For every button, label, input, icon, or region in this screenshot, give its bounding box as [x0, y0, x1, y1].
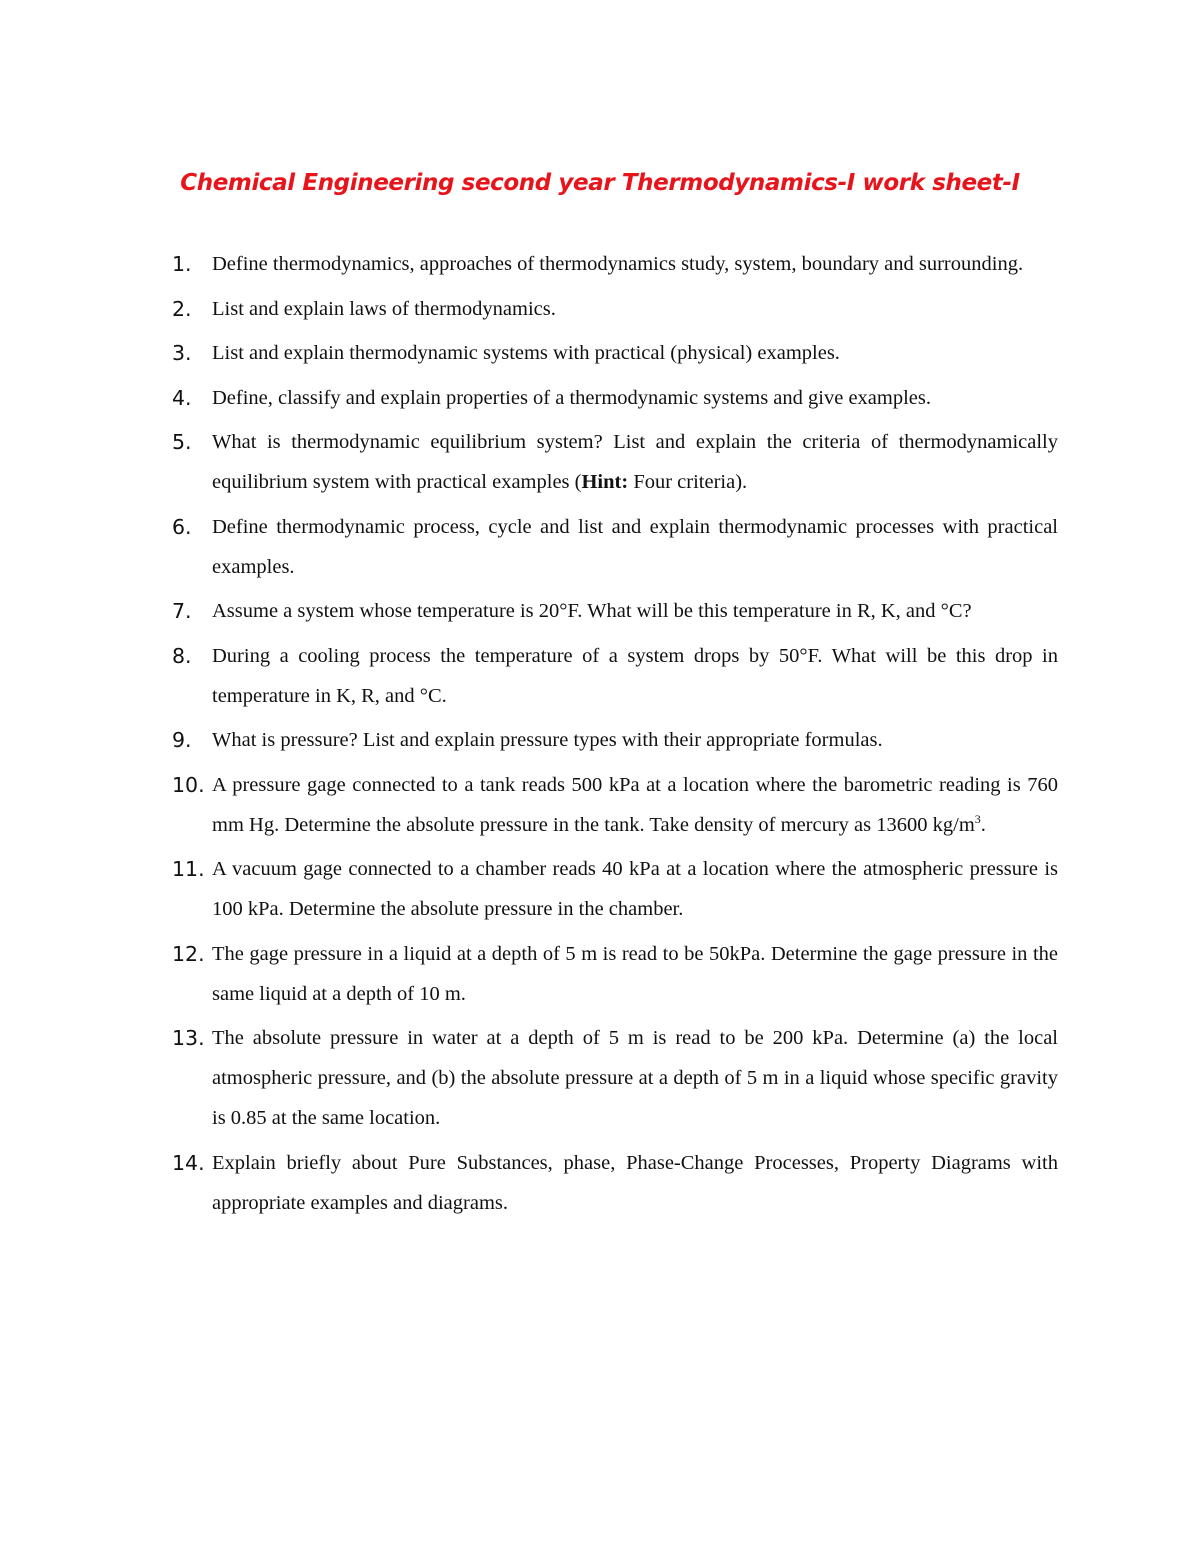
question-number: 11.	[172, 857, 205, 881]
question-number: 14.	[172, 1150, 205, 1175]
question-item-9	[172, 720, 1058, 760]
question-text	[212, 431, 1058, 493]
question-item-11	[172, 849, 1058, 929]
question-text: Define thermodynamics, approaches of thermodynamics study, system, boundary and surrounding.	[212, 253, 1024, 275]
question-number: 7.	[172, 599, 192, 623]
question-list	[172, 244, 1058, 1227]
question-item-5	[172, 422, 1058, 502]
question-text: During a cooling process the temperature of a system drops by 50°F. What will be this drop in temperature in K, R, and °C.	[212, 644, 1058, 707]
superscript: 3	[974, 811, 981, 826]
page-title: Chemical Engineering second year Thermodynamics-I work sheet-I	[180, 170, 1020, 196]
question-text: What is pressure? List and explain pressure types with their appropriate formulas.	[212, 729, 883, 751]
question-text: Explain briefly about Pure Substances, phase, Phase-Change Processes, Property Diagrams with appropriate examples and diagrams.	[212, 1151, 1058, 1214]
question-number: 8.	[172, 643, 192, 668]
question-item-3	[172, 333, 1058, 373]
question-item-6	[172, 507, 1058, 587]
hint-label: Hint:	[581, 471, 629, 493]
question-number: 9.	[172, 728, 192, 752]
question-item-14	[172, 1143, 1058, 1223]
question-text: Define thermodynamic process, cycle and list and explain thermodynamic processes with practical examples.	[212, 515, 1058, 578]
question-text: A vacuum gage connected to a chamber reads 40 kPa at a location where the atmospheric pressure is 100 kPa. Determine the absolute pressure in the chamber.	[212, 858, 1058, 920]
question-text: List and explain laws of thermodynamics.	[212, 297, 556, 320]
question-item-10	[172, 765, 1058, 845]
question-text: The gage pressure in a liquid at a depth of 5 m is read to be 50kPa. Determine the gage pressure in the same liquid at a depth of 10 m.	[212, 942, 1058, 1005]
question-text: Assume a system whose temperature is 20°F. What will be this temperature in R, K, and °C?	[212, 600, 972, 622]
question-number: 1.	[172, 252, 192, 276]
question-text-part: .	[980, 813, 986, 836]
question-text: The absolute pressure in water at a depth of 5 m is read to be 200 kPa. Determine (a) the local atmospheric pressure, and (b) the absolute pressure at a depth of 5 m in a liquid whose specific gravity is 0.85 at the same location.	[212, 1027, 1058, 1129]
question-item-13	[172, 1018, 1058, 1138]
question-number: 2.	[172, 296, 192, 321]
question-item-1	[172, 244, 1058, 284]
question-number: 4.	[172, 385, 192, 410]
question-item-7	[172, 591, 1058, 631]
question-item-12	[172, 934, 1058, 1014]
question-number: 10.	[172, 772, 205, 797]
question-number: 13.	[172, 1026, 205, 1050]
question-number: 6.	[172, 514, 192, 539]
question-text-part: A pressure gage connected to a tank reads 500 kPa at a location where the barometric reading is 760 mm Hg. Determine the absolute pressure in the tank. Take density of mercury as 13600 kg/m	[212, 773, 1058, 836]
question-text: List and explain thermodynamic systems with practical (physical) examples.	[212, 342, 840, 364]
question-text-part: What is thermodynamic equilibrium system? List and explain the criteria of thermodynamically equilibrium system with practical examples (	[212, 431, 1058, 493]
question-number: 3.	[172, 341, 192, 365]
question-item-8	[172, 636, 1058, 716]
question-item-2	[172, 289, 1058, 329]
question-item-4	[172, 378, 1058, 418]
question-number: 5.	[172, 430, 192, 454]
question-number: 12.	[172, 941, 205, 966]
question-text-part: Four criteria).	[628, 471, 748, 493]
question-text: Define, classify and explain properties of a thermodynamic systems and give examples.	[212, 386, 931, 409]
question-text	[212, 774, 1058, 836]
